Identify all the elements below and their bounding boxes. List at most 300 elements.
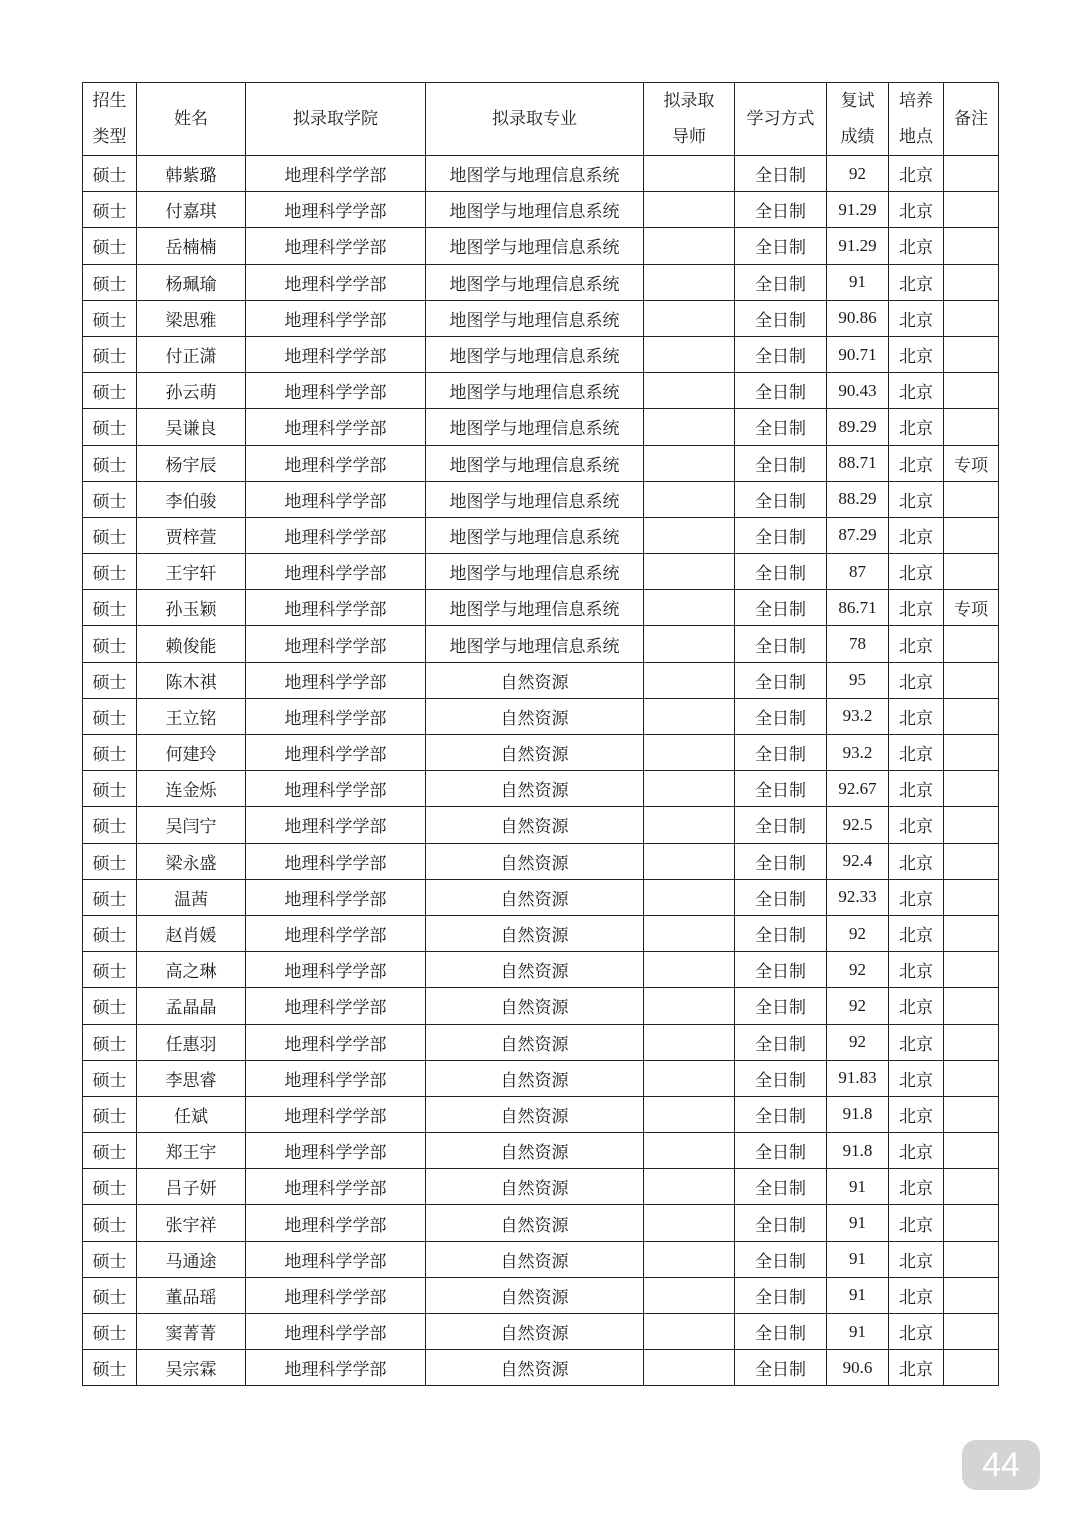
header-location-line2: 地点 bbox=[899, 127, 933, 147]
cell-score: 91 bbox=[827, 1205, 889, 1241]
cell-mode: 全日制 bbox=[735, 264, 827, 300]
cell-mode: 全日制 bbox=[735, 1277, 827, 1313]
cell-name: 任斌 bbox=[137, 1096, 246, 1132]
header-mode: 学习方式 bbox=[735, 83, 827, 156]
cell-name: 赵肖媛 bbox=[137, 915, 246, 951]
cell-advisor bbox=[644, 1314, 735, 1350]
cell-advisor bbox=[644, 952, 735, 988]
cell-type: 硕士 bbox=[83, 1314, 137, 1350]
cell-location: 北京 bbox=[889, 1096, 944, 1132]
cell-type: 硕士 bbox=[83, 879, 137, 915]
cell-college: 地理科学学部 bbox=[246, 735, 426, 771]
table-row bbox=[83, 590, 999, 626]
cell-advisor bbox=[644, 771, 735, 807]
cell-remark bbox=[944, 1024, 999, 1060]
cell-location: 北京 bbox=[889, 336, 944, 372]
cell-score: 91 bbox=[827, 1314, 889, 1350]
cell-mode: 全日制 bbox=[735, 192, 827, 228]
cell-location: 北京 bbox=[889, 554, 944, 590]
cell-college: 地理科学学部 bbox=[246, 590, 426, 626]
cell-remark bbox=[944, 409, 999, 445]
cell-name: 温茜 bbox=[137, 879, 246, 915]
cell-type: 硕士 bbox=[83, 1241, 137, 1277]
cell-major: 自然资源 bbox=[426, 807, 644, 843]
cell-remark bbox=[944, 481, 999, 517]
cell-advisor bbox=[644, 698, 735, 734]
cell-remark bbox=[944, 915, 999, 951]
cell-type: 硕士 bbox=[83, 735, 137, 771]
cell-score: 91.83 bbox=[827, 1060, 889, 1096]
table-row bbox=[83, 1205, 999, 1241]
cell-score: 91 bbox=[827, 1169, 889, 1205]
cell-name: 付嘉琪 bbox=[137, 192, 246, 228]
cell-location: 北京 bbox=[889, 626, 944, 662]
cell-score: 78 bbox=[827, 626, 889, 662]
table-row bbox=[83, 1350, 999, 1386]
table-row bbox=[83, 1133, 999, 1169]
table-row bbox=[83, 807, 999, 843]
cell-remark bbox=[944, 264, 999, 300]
cell-mode: 全日制 bbox=[735, 1205, 827, 1241]
cell-college: 地理科学学部 bbox=[246, 156, 426, 192]
cell-advisor bbox=[644, 1060, 735, 1096]
table-row bbox=[83, 662, 999, 698]
cell-remark bbox=[944, 336, 999, 372]
header-location bbox=[889, 83, 944, 156]
cell-major: 地图学与地理信息系统 bbox=[426, 409, 644, 445]
cell-college: 地理科学学部 bbox=[246, 1350, 426, 1386]
cell-advisor bbox=[644, 807, 735, 843]
cell-score: 91 bbox=[827, 1241, 889, 1277]
cell-college: 地理科学学部 bbox=[246, 662, 426, 698]
cell-college: 地理科学学部 bbox=[246, 409, 426, 445]
cell-college: 地理科学学部 bbox=[246, 988, 426, 1024]
cell-name: 陈木祺 bbox=[137, 662, 246, 698]
cell-type: 硕士 bbox=[83, 698, 137, 734]
cell-name: 贾梓萱 bbox=[137, 517, 246, 553]
cell-remark: 专项 bbox=[944, 590, 999, 626]
header-score bbox=[827, 83, 889, 156]
cell-advisor bbox=[644, 517, 735, 553]
cell-score: 92.4 bbox=[827, 843, 889, 879]
table-row bbox=[83, 1277, 999, 1313]
table-row bbox=[83, 843, 999, 879]
cell-type: 硕士 bbox=[83, 626, 137, 662]
cell-advisor bbox=[644, 264, 735, 300]
cell-remark bbox=[944, 156, 999, 192]
cell-score: 91.29 bbox=[827, 192, 889, 228]
table-row bbox=[83, 1314, 999, 1350]
cell-name: 梁永盛 bbox=[137, 843, 246, 879]
cell-major: 自然资源 bbox=[426, 698, 644, 734]
header-location-line1: 培养 bbox=[899, 91, 933, 111]
cell-score: 92 bbox=[827, 988, 889, 1024]
cell-score: 91.29 bbox=[827, 228, 889, 264]
cell-location: 北京 bbox=[889, 879, 944, 915]
header-score-line1: 复试 bbox=[840, 91, 875, 111]
table-body bbox=[83, 156, 999, 1386]
cell-remark bbox=[944, 698, 999, 734]
cell-remark bbox=[944, 300, 999, 336]
cell-name: 任惠羽 bbox=[137, 1024, 246, 1060]
cell-mode: 全日制 bbox=[735, 807, 827, 843]
cell-name: 高之琳 bbox=[137, 952, 246, 988]
cell-advisor bbox=[644, 156, 735, 192]
cell-mode: 全日制 bbox=[735, 698, 827, 734]
table-row bbox=[83, 1024, 999, 1060]
cell-major: 地图学与地理信息系统 bbox=[426, 373, 644, 409]
cell-location: 北京 bbox=[889, 228, 944, 264]
cell-advisor bbox=[644, 879, 735, 915]
cell-score: 88.71 bbox=[827, 445, 889, 481]
cell-remark bbox=[944, 1350, 999, 1386]
cell-location: 北京 bbox=[889, 952, 944, 988]
cell-college: 地理科学学部 bbox=[246, 1169, 426, 1205]
cell-advisor bbox=[644, 1169, 735, 1205]
table-row bbox=[83, 1060, 999, 1096]
cell-mode: 全日制 bbox=[735, 228, 827, 264]
cell-mode: 全日制 bbox=[735, 336, 827, 372]
cell-score: 92 bbox=[827, 156, 889, 192]
cell-score: 90.86 bbox=[827, 300, 889, 336]
table-row bbox=[83, 879, 999, 915]
cell-score: 87 bbox=[827, 554, 889, 590]
cell-advisor bbox=[644, 1350, 735, 1386]
cell-type: 硕士 bbox=[83, 1024, 137, 1060]
table-row bbox=[83, 1241, 999, 1277]
cell-remark bbox=[944, 1205, 999, 1241]
cell-major: 自然资源 bbox=[426, 1060, 644, 1096]
table-row bbox=[83, 192, 999, 228]
cell-location: 北京 bbox=[889, 517, 944, 553]
cell-name: 吕子妍 bbox=[137, 1169, 246, 1205]
cell-mode: 全日制 bbox=[735, 1133, 827, 1169]
cell-type: 硕士 bbox=[83, 156, 137, 192]
cell-location: 北京 bbox=[889, 698, 944, 734]
header-name: 姓名 bbox=[137, 83, 246, 156]
table-row bbox=[83, 228, 999, 264]
cell-college: 地理科学学部 bbox=[246, 952, 426, 988]
cell-college: 地理科学学部 bbox=[246, 698, 426, 734]
cell-name: 王立铭 bbox=[137, 698, 246, 734]
cell-mode: 全日制 bbox=[735, 1350, 827, 1386]
table-row bbox=[83, 915, 999, 951]
cell-remark bbox=[944, 554, 999, 590]
cell-type: 硕士 bbox=[83, 336, 137, 372]
cell-remark bbox=[944, 517, 999, 553]
cell-major: 自然资源 bbox=[426, 1205, 644, 1241]
cell-remark bbox=[944, 988, 999, 1024]
cell-score: 92.33 bbox=[827, 879, 889, 915]
cell-mode: 全日制 bbox=[735, 445, 827, 481]
cell-name: 杨宇辰 bbox=[137, 445, 246, 481]
cell-advisor bbox=[644, 409, 735, 445]
cell-college: 地理科学学部 bbox=[246, 843, 426, 879]
cell-location: 北京 bbox=[889, 409, 944, 445]
cell-location: 北京 bbox=[889, 807, 944, 843]
cell-remark bbox=[944, 1241, 999, 1277]
cell-college: 地理科学学部 bbox=[246, 879, 426, 915]
cell-college: 地理科学学部 bbox=[246, 1205, 426, 1241]
cell-type: 硕士 bbox=[83, 1060, 137, 1096]
cell-remark bbox=[944, 228, 999, 264]
table-row bbox=[83, 373, 999, 409]
cell-advisor bbox=[644, 373, 735, 409]
cell-score: 91 bbox=[827, 264, 889, 300]
cell-type: 硕士 bbox=[83, 843, 137, 879]
cell-major: 自然资源 bbox=[426, 1169, 644, 1205]
cell-name: 马通途 bbox=[137, 1241, 246, 1277]
cell-advisor bbox=[644, 300, 735, 336]
cell-remark bbox=[944, 843, 999, 879]
cell-major: 地图学与地理信息系统 bbox=[426, 192, 644, 228]
header-major: 拟录取专业 bbox=[426, 83, 644, 156]
cell-location: 北京 bbox=[889, 1205, 944, 1241]
cell-remark bbox=[944, 1314, 999, 1350]
cell-score: 92 bbox=[827, 915, 889, 951]
cell-major: 地图学与地理信息系统 bbox=[426, 590, 644, 626]
cell-location: 北京 bbox=[889, 988, 944, 1024]
cell-location: 北京 bbox=[889, 192, 944, 228]
cell-advisor bbox=[644, 1133, 735, 1169]
cell-score: 90.43 bbox=[827, 373, 889, 409]
table-row bbox=[83, 771, 999, 807]
cell-major: 地图学与地理信息系统 bbox=[426, 517, 644, 553]
cell-name: 董品瑶 bbox=[137, 1277, 246, 1313]
cell-name: 孟晶晶 bbox=[137, 988, 246, 1024]
cell-remark bbox=[944, 952, 999, 988]
cell-score: 87.29 bbox=[827, 517, 889, 553]
cell-college: 地理科学学部 bbox=[246, 228, 426, 264]
cell-college: 地理科学学部 bbox=[246, 1096, 426, 1132]
cell-advisor bbox=[644, 662, 735, 698]
table-row bbox=[83, 735, 999, 771]
cell-mode: 全日制 bbox=[735, 554, 827, 590]
cell-score: 92.67 bbox=[827, 771, 889, 807]
cell-type: 硕士 bbox=[83, 952, 137, 988]
cell-score: 92.5 bbox=[827, 807, 889, 843]
cell-type: 硕士 bbox=[83, 409, 137, 445]
cell-advisor bbox=[644, 1205, 735, 1241]
cell-mode: 全日制 bbox=[735, 735, 827, 771]
cell-mode: 全日制 bbox=[735, 626, 827, 662]
cell-remark bbox=[944, 626, 999, 662]
cell-mode: 全日制 bbox=[735, 1241, 827, 1277]
cell-name: 李思睿 bbox=[137, 1060, 246, 1096]
cell-mode: 全日制 bbox=[735, 517, 827, 553]
table-row bbox=[83, 626, 999, 662]
cell-location: 北京 bbox=[889, 445, 944, 481]
cell-type: 硕士 bbox=[83, 1205, 137, 1241]
cell-score: 90.71 bbox=[827, 336, 889, 372]
cell-major: 自然资源 bbox=[426, 1024, 644, 1060]
cell-type: 硕士 bbox=[83, 662, 137, 698]
cell-score: 91.8 bbox=[827, 1133, 889, 1169]
cell-name: 何建玲 bbox=[137, 735, 246, 771]
admission-table bbox=[82, 82, 999, 1386]
cell-mode: 全日制 bbox=[735, 988, 827, 1024]
cell-name: 岳楠楠 bbox=[137, 228, 246, 264]
cell-major: 自然资源 bbox=[426, 735, 644, 771]
cell-type: 硕士 bbox=[83, 517, 137, 553]
cell-college: 地理科学学部 bbox=[246, 373, 426, 409]
cell-remark bbox=[944, 192, 999, 228]
cell-location: 北京 bbox=[889, 1277, 944, 1313]
table-row bbox=[83, 336, 999, 372]
cell-major: 自然资源 bbox=[426, 879, 644, 915]
cell-location: 北京 bbox=[889, 590, 944, 626]
cell-location: 北京 bbox=[889, 735, 944, 771]
cell-type: 硕士 bbox=[83, 590, 137, 626]
header-score-line2: 成绩 bbox=[840, 127, 875, 147]
cell-college: 地理科学学部 bbox=[246, 807, 426, 843]
cell-remark bbox=[944, 1277, 999, 1313]
cell-type: 硕士 bbox=[83, 1277, 137, 1313]
cell-mode: 全日制 bbox=[735, 1169, 827, 1205]
cell-location: 北京 bbox=[889, 481, 944, 517]
cell-type: 硕士 bbox=[83, 1350, 137, 1386]
cell-score: 93.2 bbox=[827, 698, 889, 734]
cell-score: 92 bbox=[827, 952, 889, 988]
cell-type: 硕士 bbox=[83, 915, 137, 951]
header-advisor-line1: 拟录取 bbox=[663, 91, 715, 111]
cell-location: 北京 bbox=[889, 1024, 944, 1060]
cell-name: 王宇轩 bbox=[137, 554, 246, 590]
cell-remark bbox=[944, 1169, 999, 1205]
table-row bbox=[83, 988, 999, 1024]
cell-college: 地理科学学部 bbox=[246, 1060, 426, 1096]
cell-mode: 全日制 bbox=[735, 590, 827, 626]
header-advisor bbox=[644, 83, 735, 156]
cell-major: 地图学与地理信息系统 bbox=[426, 554, 644, 590]
cell-mode: 全日制 bbox=[735, 156, 827, 192]
cell-remark bbox=[944, 1096, 999, 1132]
cell-name: 赖俊能 bbox=[137, 626, 246, 662]
cell-advisor bbox=[644, 1096, 735, 1132]
cell-major: 地图学与地理信息系统 bbox=[426, 300, 644, 336]
cell-mode: 全日制 bbox=[735, 843, 827, 879]
cell-remark bbox=[944, 807, 999, 843]
cell-major: 地图学与地理信息系统 bbox=[426, 336, 644, 372]
cell-type: 硕士 bbox=[83, 1096, 137, 1132]
cell-college: 地理科学学部 bbox=[246, 1241, 426, 1277]
table-row bbox=[83, 554, 999, 590]
cell-major: 自然资源 bbox=[426, 915, 644, 951]
cell-major: 自然资源 bbox=[426, 1133, 644, 1169]
cell-major: 地图学与地理信息系统 bbox=[426, 228, 644, 264]
cell-college: 地理科学学部 bbox=[246, 1133, 426, 1169]
cell-advisor bbox=[644, 735, 735, 771]
table-row bbox=[83, 409, 999, 445]
table-row bbox=[83, 1096, 999, 1132]
cell-college: 地理科学学部 bbox=[246, 1314, 426, 1350]
cell-name: 李伯骏 bbox=[137, 481, 246, 517]
cell-major: 地图学与地理信息系统 bbox=[426, 481, 644, 517]
cell-mode: 全日制 bbox=[735, 662, 827, 698]
cell-mode: 全日制 bbox=[735, 1096, 827, 1132]
table-row bbox=[83, 1169, 999, 1205]
cell-type: 硕士 bbox=[83, 228, 137, 264]
cell-mode: 全日制 bbox=[735, 952, 827, 988]
cell-type: 硕士 bbox=[83, 264, 137, 300]
cell-mode: 全日制 bbox=[735, 373, 827, 409]
cell-location: 北京 bbox=[889, 915, 944, 951]
cell-mode: 全日制 bbox=[735, 1024, 827, 1060]
cell-location: 北京 bbox=[889, 662, 944, 698]
cell-location: 北京 bbox=[889, 1060, 944, 1096]
cell-name: 吴闫宁 bbox=[137, 807, 246, 843]
cell-major: 自然资源 bbox=[426, 1096, 644, 1132]
cell-major: 自然资源 bbox=[426, 1241, 644, 1277]
page-number-badge: 44 bbox=[962, 1440, 1040, 1490]
cell-location: 北京 bbox=[889, 1241, 944, 1277]
cell-name: 郑王宇 bbox=[137, 1133, 246, 1169]
table-header bbox=[83, 83, 999, 156]
cell-college: 地理科学学部 bbox=[246, 481, 426, 517]
cell-score: 93.2 bbox=[827, 735, 889, 771]
cell-name: 窦菁菁 bbox=[137, 1314, 246, 1350]
cell-advisor bbox=[644, 192, 735, 228]
header-remark: 备注 bbox=[944, 83, 999, 156]
cell-location: 北京 bbox=[889, 1350, 944, 1386]
cell-name: 梁思雅 bbox=[137, 300, 246, 336]
cell-college: 地理科学学部 bbox=[246, 554, 426, 590]
cell-type: 硕士 bbox=[83, 445, 137, 481]
cell-location: 北京 bbox=[889, 771, 944, 807]
cell-college: 地理科学学部 bbox=[246, 771, 426, 807]
table-row bbox=[83, 156, 999, 192]
cell-major: 自然资源 bbox=[426, 988, 644, 1024]
cell-mode: 全日制 bbox=[735, 409, 827, 445]
cell-major: 自然资源 bbox=[426, 843, 644, 879]
cell-name: 连金烁 bbox=[137, 771, 246, 807]
cell-mode: 全日制 bbox=[735, 1060, 827, 1096]
cell-college: 地理科学学部 bbox=[246, 192, 426, 228]
cell-advisor bbox=[644, 554, 735, 590]
cell-remark bbox=[944, 735, 999, 771]
cell-location: 北京 bbox=[889, 1169, 944, 1205]
cell-college: 地理科学学部 bbox=[246, 1277, 426, 1313]
cell-major: 自然资源 bbox=[426, 1314, 644, 1350]
cell-type: 硕士 bbox=[83, 373, 137, 409]
table-row bbox=[83, 445, 999, 481]
cell-college: 地理科学学部 bbox=[246, 445, 426, 481]
cell-remark bbox=[944, 373, 999, 409]
table-row bbox=[83, 517, 999, 553]
header-type bbox=[83, 83, 137, 156]
cell-major: 自然资源 bbox=[426, 952, 644, 988]
cell-score: 90.6 bbox=[827, 1350, 889, 1386]
cell-remark bbox=[944, 1133, 999, 1169]
cell-name: 孙玉颖 bbox=[137, 590, 246, 626]
cell-major: 自然资源 bbox=[426, 662, 644, 698]
cell-mode: 全日制 bbox=[735, 300, 827, 336]
cell-score: 89.29 bbox=[827, 409, 889, 445]
cell-score: 91 bbox=[827, 1277, 889, 1313]
table-row bbox=[83, 481, 999, 517]
cell-name: 韩紫璐 bbox=[137, 156, 246, 192]
cell-mode: 全日制 bbox=[735, 771, 827, 807]
cell-name: 孙云萌 bbox=[137, 373, 246, 409]
cell-advisor bbox=[644, 1241, 735, 1277]
cell-score: 95 bbox=[827, 662, 889, 698]
cell-major: 地图学与地理信息系统 bbox=[426, 626, 644, 662]
cell-location: 北京 bbox=[889, 1314, 944, 1350]
cell-name: 吴宗霖 bbox=[137, 1350, 246, 1386]
cell-major: 地图学与地理信息系统 bbox=[426, 445, 644, 481]
cell-college: 地理科学学部 bbox=[246, 915, 426, 951]
cell-score: 86.71 bbox=[827, 590, 889, 626]
